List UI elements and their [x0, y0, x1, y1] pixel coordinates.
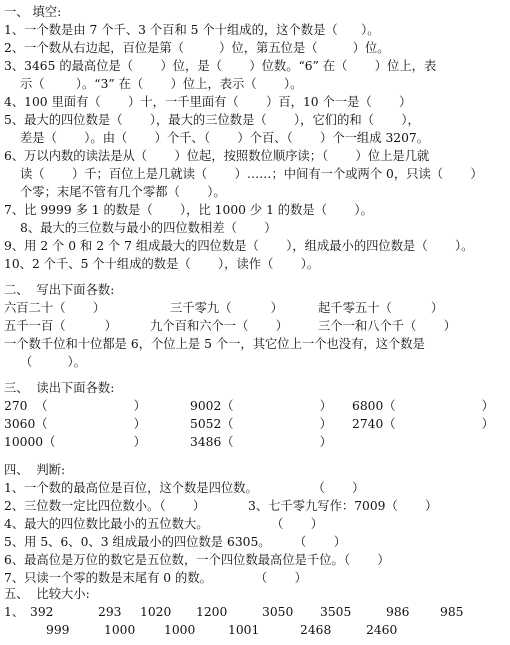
s5-r1-n7: 986: [386, 605, 410, 619]
s5-r1-n4: 1200: [196, 605, 228, 619]
s3-item-6800: 6800（ ）: [352, 399, 494, 413]
s1-line-13: 9、用 2 个 0 和 2 个 7 组成最大的四位数是（ ），组成最小的四位数是（ ）。: [4, 239, 474, 253]
s4-line-6: 6、最高位是万位的数它是五位数，一个四位数最高位是千位。（ ）: [4, 553, 390, 567]
s3-item-2740: 2740（ ）: [352, 417, 494, 431]
s2-paragraph-1: 一个数千位和十位都是 6，个位上是 5 个一，其它位上一个也没有，这个数是: [4, 337, 425, 351]
s1-line-3: 3、3465 的最高位是（ ）位，是（ ）位数。“6” 在（ ）位上，表: [4, 59, 437, 73]
s1-line-9: 读（ ）千；百位上是几就读（ ）……；中间有一个或两个 0，只读（ ）: [20, 167, 483, 181]
s2-item-6: 三个一和八个千（ ）: [318, 319, 457, 333]
s4-line-2: 2、三位数一定比四位数小。（ ）: [4, 499, 206, 513]
s1-line-4: 示（ ）。“3” 在（ ）位上，表示（ ）。: [20, 77, 303, 91]
s1-line-14: 10、2 个千、5 个十组成的数是（ ），读作（ ）。: [4, 257, 320, 271]
s1-line-11: 7、比 9999 多 1 的数是（ ），比 1000 少 1 的数是（ ）。: [4, 203, 373, 217]
s1-line-8: 6、万以内数的读法是从（ ）位起，按照数位顺序读；（ ）位上是几就: [4, 149, 430, 163]
s5-r1-n1: 392: [30, 605, 54, 619]
s3-item-10000: 10000（ ）: [4, 435, 146, 449]
s2-item-1: 六百二十（ ）: [4, 301, 106, 315]
s1-line-2: 2、一个数从右边起，百位是第（ ）位，第五位是（ ）位。: [4, 41, 390, 55]
s3-item-270: 270 （ ）: [4, 399, 146, 413]
s1-line-1: 1、一个数是由 7 个千、3 个百和 5 个十组成的，这个数是（ ）。: [4, 23, 380, 37]
s1-line-12: 8、最大的三位数与最小的四位数相差（ ）: [20, 221, 277, 235]
s5-r2-n5: 2468: [300, 623, 332, 637]
s5-r2-n6: 2460: [366, 623, 398, 637]
section5-title: 五、 比较大小:: [4, 587, 90, 601]
s1-line-7: 差是（ ）。由（ ）个千、（ ）个百、（ ）个一组成 3207。: [20, 131, 430, 145]
s5-r2-n3: 1000: [164, 623, 196, 637]
s5-r1-n8: 985: [440, 605, 464, 619]
s2-item-2: 三千零九（ ）: [170, 301, 283, 315]
s5-r1-n5: 3050: [262, 605, 294, 619]
s4-line-4: 4、最大的四位数比最小的五位数大。 （ ）: [4, 517, 324, 531]
s4-line-7: 7、只读一个零的数是末尾有 0 的数。 （ ）: [4, 571, 307, 585]
s2-item-5: 九个百和六个一（ ）: [150, 319, 289, 333]
s3-item-9002: 9002（ ）: [190, 399, 332, 413]
s1-line-6: 5、最大的四位数是（ ），最大的三位数是（ ），它们的和（ ），: [4, 113, 420, 127]
s3-item-3486: 3486（ ）: [190, 435, 332, 449]
section3-title: 三、 读出下面各数:: [4, 381, 115, 395]
s4-line-1: 1、一个数的最高位是百位，这个数是四位数。 （ ）: [4, 481, 365, 495]
s1-line-10: 个零；末尾不管有几个零都（ ）。: [20, 185, 226, 199]
s2-paragraph-2: （ ）。: [20, 355, 86, 369]
s3-item-3060: 3060（ ）: [4, 417, 146, 431]
s5-r1-n3: 1020: [140, 605, 172, 619]
s2-item-4: 五千一百（ ）: [4, 319, 117, 333]
s5-label: 1、: [4, 605, 25, 619]
s5-r2-n4: 1001: [228, 623, 260, 637]
section1-title: 一、 填空:: [4, 5, 62, 19]
s5-r1-n6: 3505: [320, 605, 352, 619]
s4-line-3: 3、七千零九写作：7009（ ）: [248, 499, 438, 513]
s1-line-5: 4、100 里面有（ ）十，一千里面有（ ）百，10 个一是（ ）: [4, 95, 412, 109]
s4-line-5: 5、用 5、6、0、3 组成最小的四位数是 6305。 （ ）: [4, 535, 347, 549]
s3-item-5052: 5052（ ）: [190, 417, 332, 431]
section4-title: 四、 判断:: [4, 463, 66, 477]
s5-r2-n1: 999: [46, 623, 70, 637]
s5-r1-n2: 293: [98, 605, 122, 619]
section2-title: 二、 写出下面各数:: [4, 283, 115, 297]
s2-item-3: 起千零五十（ ）: [318, 301, 444, 315]
s5-r2-n2: 1000: [104, 623, 136, 637]
